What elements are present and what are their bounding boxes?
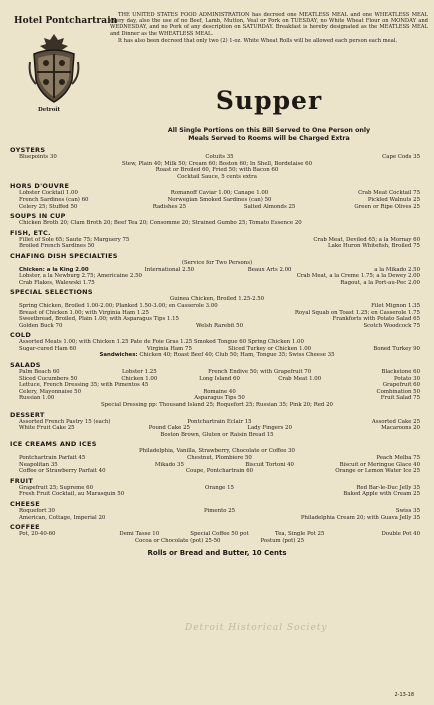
menu-item: Boned Turkey 90 [373, 345, 420, 352]
service-rule-1: All Single Portions on this Bill Served to One Person only [167, 127, 371, 134]
menu-item: Fillet of Sole 65; Saute 75; Marguery 75 [19, 236, 130, 243]
menu-item: Assorted Cake 25 [371, 418, 421, 425]
menu-row [10, 303, 424, 310]
menu-item: American, Cottage, Imperial 20 [19, 514, 106, 521]
menu-line: Philadelphia, Vanilla, Strawberry, Chocolate or Coffee 30 [139, 448, 295, 455]
menu-item: Coupe, Pontchartrain 60 [185, 468, 254, 475]
menu-item: Roquefort 30 [19, 507, 55, 514]
notice-paragraph-1: THE UNITED STATES FOOD ADMINISTRATION has decreed one MEATLESS MEAL and one WHEATLESS MEAL every day, also the use of no Beef, Lamb, Mutton, Veal or Pork on TUESDAY, no White Wheat Flour on MONDAY and WEDNESDAY, and no Pork of any description on SATURDAY. Breakfast is hereby designated as the MEATLESS MEAL and Dinner as the WHEATLESS MEAL. [110, 12, 428, 37]
menu-item: Pound Cake 25 [148, 425, 190, 432]
section-title-cold: COLD [10, 331, 32, 340]
menu-line: Special Dressing pp: Thousand Island 25; Roquefort 25; Russian 35; Pink 20; Red 20 [101, 402, 333, 409]
menu-line: Guinea Chicken, Broiled 1.25-2.50 [169, 296, 265, 303]
section-title-ice-creams: ICE CREAMS AND ICES [10, 440, 97, 449]
menu-row [10, 346, 424, 353]
section-title-chafing-dish: CHAFING DISH SPECIALTIES [10, 251, 118, 260]
menu-item: Russian 1.00 [19, 395, 55, 402]
menu-item: Special Coffee 50 pot [190, 531, 249, 538]
hotel-name: Hotel Pontchartrain [14, 16, 118, 26]
menu-row [10, 462, 424, 469]
menu-row [10, 395, 424, 402]
menu-item: Asparagus Tips 50 [194, 395, 245, 402]
menu-item: Crab Meat, Deviled 65; a la Mornay 60 [313, 236, 420, 243]
food-administration-notice [110, 12, 428, 45]
menu-item: Lobster Cocktail 1.00 [19, 190, 78, 197]
menu-item: Lettuce, French Dressing 35; with Pimentos 45 [19, 382, 149, 389]
menu-row [10, 237, 424, 244]
menu-item: Cape Cods 35 [382, 154, 421, 160]
menu-item: Lake Huron Whitefish, Broiled 75 [328, 243, 420, 250]
menu-item: Demi Tasse 10 [119, 531, 160, 538]
menu-row [10, 243, 424, 250]
menu-row [10, 382, 424, 389]
menu-row [10, 220, 424, 227]
rolls-note: Rolls or Bread and Butter, 10 Cents [147, 549, 287, 558]
menu-item: Breast of Chicken 1.00; with Virginia Ham 1.25 [19, 309, 149, 316]
section-title-special-selections: SPECIAL SELECTIONS [10, 288, 93, 297]
menu-item: Palm Beach 60 [19, 369, 60, 376]
menu-row [10, 316, 424, 323]
menu-item: Assorted French Pastry 15 (each) [19, 418, 111, 425]
menu-row [10, 425, 424, 432]
section-title-oysters: OYSTERS [10, 146, 46, 154]
menu-item: Cotuits 35 [205, 154, 234, 160]
sandwiches-label: Sandwiches: [99, 352, 138, 359]
notice-paragraph-2: It has also been decreed that only two (2) 1-oz. White Wheat Rolls will be allowed each person each meal. [118, 37, 398, 44]
menu-item: Sugar-cured Ham 60 [19, 345, 77, 352]
section-title-dessert: DESSERT [10, 410, 45, 419]
section-title-hors-doeuvre: HORS D'OUVRE [10, 182, 70, 191]
menu-item: Bluepoints 30 [19, 154, 57, 160]
menu-item: Red Bar-le-Duc Jelly 35 [356, 484, 421, 491]
menu-row [10, 455, 424, 462]
menu-row [10, 389, 424, 396]
menu-item: Spring Chicken, Broiled 1.00-2.00; Planked 1.50-3.00; en Casserole 3.00 [19, 302, 218, 309]
menu-item: Postum (pot) 25 [260, 537, 305, 544]
section-title-cheese: CHEESE [10, 499, 41, 508]
menu-row [10, 154, 424, 161]
menu-item: Golden Buck 70 [19, 322, 63, 329]
menu-item: Royal Squab on Toast 1.25; en Casserole 1.75 [294, 309, 420, 316]
menu-row [10, 515, 424, 522]
section-title-fish: FISH, ETC. [10, 228, 51, 237]
menu-item: Macaroons 20 [381, 425, 420, 432]
menu-body [10, 146, 424, 557]
menu-item: Potato 30 [393, 375, 421, 382]
menu-item: Broiled French Sardines 50 [19, 243, 95, 250]
menu-item: Lobster, a la Newburg 2.75; Americaine 2.50 [19, 273, 142, 280]
menu-item: Radishes 25 [152, 203, 187, 210]
menu-item: French Endive 50; with Grapefruit 70 [208, 369, 312, 376]
menu-item: Combination 50 [376, 388, 421, 395]
menu-item: Grapefruit 25; Supreme 60 [19, 484, 94, 491]
menu-row [10, 273, 424, 280]
menu-row [10, 267, 424, 274]
menu-line: Stew, Plain 40; Milk 50; Cream 60; Boston 60; In Shell, Bordelaise 60 [121, 160, 313, 167]
menu-header [10, 6, 428, 142]
menu-line [10, 352, 424, 359]
section-title-fruit: FRUIT [10, 476, 34, 485]
menu-item: Chicken 1.00 [121, 375, 158, 382]
service-rule-2: Meals Served to Rooms will be Charged Extra [188, 135, 350, 142]
menu-item: Pontchartrain Parfait 45 [19, 455, 86, 461]
city-label: Detroit [38, 107, 61, 113]
menu-item: Orange or Lemon Water Ice 25 [335, 468, 421, 475]
menu-item: International 2.50 [144, 266, 195, 273]
menu-item: Lobster 1.25 [121, 369, 157, 376]
menu-item: Sweetbread, Broiled, Plain 1.00; with Asparagus Tips 1.15 [19, 316, 179, 323]
menu-item: Grapefruit 60 [382, 382, 420, 389]
menu-item: Fresh Fruit Cocktail, au Marasquin 50 [19, 491, 125, 498]
menu-row [10, 204, 424, 211]
menu-row [10, 485, 424, 492]
menu-item: Baked Apple with Cream 25 [343, 491, 420, 498]
menu-item: Celery 25; Stuffed 50 [19, 203, 78, 210]
menu-item: Filet Mignon 1.35 [371, 302, 420, 309]
menu-item: Green or Ripe Olives 25 [354, 203, 420, 210]
menu-row [10, 280, 424, 287]
menu-line: (Service for Two Persons) [181, 259, 253, 266]
menu-item: Chestnut, Plombiere 50 [187, 455, 252, 461]
menu-row [10, 468, 424, 475]
menu-item: Crab Meat 1.00 [278, 375, 322, 382]
menu-item: Beaux Arts 2.00 [247, 266, 292, 273]
menu-row [10, 508, 424, 515]
menu-row [10, 197, 424, 204]
print-date: 2-13-18 [394, 692, 414, 698]
watermark: Detroit Historical Society [185, 623, 328, 633]
menu-item: Biscuit Tortoni 40 [245, 461, 294, 468]
menu-row [10, 376, 424, 383]
menu-item: a la Mikado 2.50 [374, 266, 420, 273]
menu-row [10, 538, 424, 545]
menu-line: Roast or Broiled 60, Fried 50; with Bacon 60 [155, 167, 279, 174]
menu-item: Biscuit or Meringue Glace 40 [339, 461, 420, 468]
menu-item: Double Pot 40 [381, 531, 421, 538]
menu-item: Celery, Mayonnaise 50 [19, 388, 81, 395]
menu-item: Ragout, a la Port-au-Pec 2.00 [340, 279, 420, 286]
menu-item: Fruit Salad 75 [380, 395, 421, 402]
menu-item: Frankforts with Potato Salad 65 [332, 316, 420, 323]
menu-item: Lady Fingers 20 [247, 425, 292, 432]
menu-row [10, 339, 424, 346]
menu-row [10, 190, 424, 197]
menu-item: Orange 15 [205, 484, 234, 491]
menu-item: Norwegian Smoked Sardines (can) 50 [167, 196, 272, 203]
menu-item: Long Island 60 [199, 375, 240, 382]
menu-item: Chicken: a la King 2.00 [19, 266, 89, 273]
menu-item: Salted Almonds 25 [243, 203, 296, 210]
menu-item: Peach Melba 75 [376, 455, 421, 461]
menu-row [10, 310, 424, 317]
menu-item: Virginia Ham 75 [146, 345, 192, 352]
menu-item: Pickled Walnuts 25 [367, 196, 421, 203]
menu-item: Scotch Woodcock 75 [363, 322, 421, 329]
menu-item: Romaine 40 [203, 388, 236, 395]
menu-item: Chicken 40; Roast Beef 40; Club 50; Ham, Tongue 35; Swiss Cheese 35 [139, 352, 335, 359]
menu-item: Tea, Single Pot 25 [275, 531, 325, 538]
menu-item: Mikado 35 [154, 461, 184, 468]
menu-item: Romanoff Caviar 1.00; Canape 1.00 [170, 190, 269, 197]
menu-item: Sliced Turkey or Chicken 1.00 [228, 345, 312, 352]
menu-line: Cocktail Sauce, 5 cents extra [177, 173, 257, 180]
menu-item: Swiss 35 [395, 507, 421, 514]
menu-row [10, 323, 424, 330]
menu-title: Supper [215, 86, 323, 115]
menu-item: Blackstone 60 [381, 369, 421, 376]
menu-item: Pot, 20-40-60 [19, 531, 56, 538]
menu-item: Assorted Meats 1.00; with Chicken 1.25 Pate de Foie Gras 1.25 Smoked Tongue 60 Spring Chicken 1.00 [19, 339, 304, 346]
menu-item: Pimento 25 [203, 507, 236, 514]
menu-item: Cocoa or Chocolate (pot) 25-50 [134, 537, 221, 544]
section-title-salads: SALADS [10, 361, 41, 370]
menu-line: Boston Brown, Gluten or Raisin Bread 15 [160, 431, 274, 438]
section-title-soups: SOUPS IN CUP [10, 212, 66, 221]
menu-row [10, 369, 424, 376]
menu-item: Philadelphia Cream 20; with Guava Jelly 35 [300, 514, 420, 521]
menu-item: Crab Meat, a la Creme 1.75; a la Dewey 2.00 [296, 273, 420, 280]
service-rules [110, 127, 428, 143]
menu-item: Pontchartrain Eclair 15 [187, 418, 252, 425]
menu-row [10, 531, 424, 538]
menu-item: Coffee or Strawberry Parfait 40 [19, 468, 106, 475]
menu-item: Crab Meat Cocktail 75 [358, 190, 421, 197]
menu-item: Neapolitan 35 [19, 461, 58, 468]
menu-item: French Sardines (can) 60 [19, 196, 89, 203]
menu-item: Chicken Broth 20; Clam Broth 20; Beef Tea 20; Consomme 20; Strained Gumbo 25; Tomato Essence 20 [19, 220, 302, 227]
coat-of-arms-icon [28, 32, 80, 104]
menu-item: White Fruit Cake 25 [19, 425, 75, 432]
menu-item: Welsh Rarebit 50 [195, 322, 244, 329]
menu-row [10, 419, 424, 426]
menu-item: Sliced Cucumbers 50 [19, 375, 78, 382]
menu-item: Crab Flakes, Walewski 1.75 [19, 279, 95, 286]
section-title-coffee: COFFEE [10, 523, 40, 532]
menu-row [10, 491, 424, 498]
